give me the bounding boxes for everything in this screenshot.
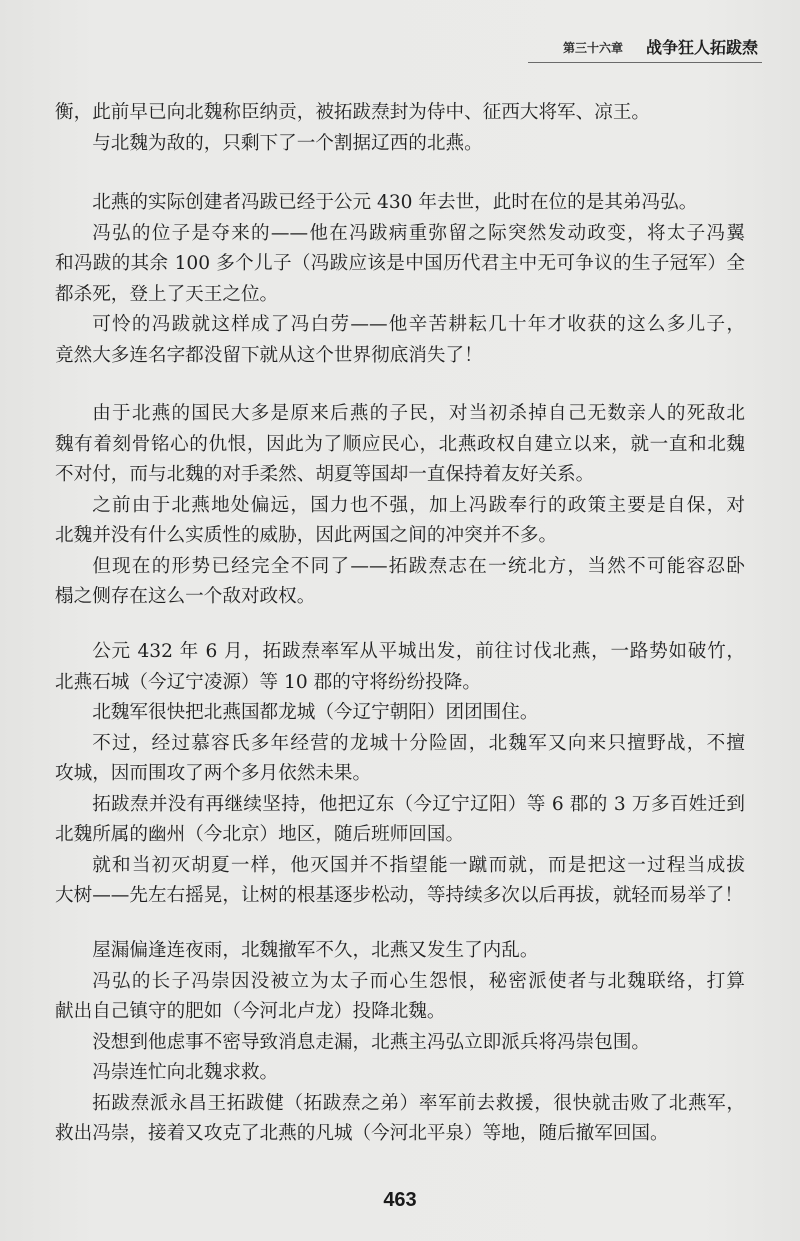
text-line: 榻之侧存在这么一个敌对政权。 [55,586,316,607]
paragraph [55,219,745,311]
page-number: 463 [383,1189,417,1211]
header-rule [528,62,762,63]
text-line: 之前由于北燕地处偏远，国力也不强，加上冯跋奉行的政策主要是自保，对 [92,494,745,516]
text-line: 就和当初灭胡夏一样，他灭国并不指望能一蹴而就，而是把这一过程当成拔 [92,854,745,876]
text-line: 北燕的实际创建者冯跋已经于公元 430 年去世，此时在位的是其弟冯弘。 [92,192,698,213]
paragraph [55,188,745,219]
section [55,399,745,613]
text-line: 与北魏为敌的，只剩下了一个割据辽西的北燕。 [92,132,483,154]
paragraph [55,1028,745,1059]
text-line: 献出自己镇守的肥如（今河北卢龙）投降北魏。 [55,1001,446,1022]
text-line: 公元 432 年 6 月，拓跋焘率军从平城出发，前往讨伐北燕，一路势如破竹， [92,641,745,662]
text-line: 冯弘的长子冯崇因没被立为太子而心生怨恨，秘密派使者与北魏联络，打算 [92,970,745,992]
text-line: 大树——先左右摇晃，让树的根基逐步松动，等持续多次以后再拔，就轻而易举了！ [55,885,743,906]
paragraph [55,552,745,613]
running-header [0,0,800,70]
text-line: 衡，此前早已向北魏称臣纳贡，被拓跋焘封为侍中、征西大将军、凉王。 [55,102,651,123]
text-line: 没想到他虑事不密导致消息走漏，北燕主冯弘立即派兵将冯崇包围。 [92,1031,651,1053]
paragraph [55,1089,745,1150]
section [55,98,745,159]
text-line: 北魏并没有什么实质性的威胁，因此两国之间的冲突并不多。 [55,525,558,546]
paragraph [55,491,745,552]
text-line: 不过，经过慕容氏多年经营的龙城十分险固，北魏军又向来只擅野战，不擅 [92,732,745,754]
paragraph [55,729,745,790]
paragraph [55,790,745,851]
text-line: 拓跋焘并没有再继续坚持，他把辽东（今辽宁辽阳）等 6 郡的 3 万多百姓迁到 [92,793,745,815]
text-line: 冯崇连忙向北魏求救。 [92,1062,279,1083]
text-line: 北魏军很快把北燕国都龙城（今辽宁朝阳）团团围住。 [92,702,539,723]
text-line: 攻城，因而围攻了两个多月依然未果。 [55,763,372,784]
text-line: 拓跋焘派永昌王拓跋健（拓跋焘之弟）率军前去救援，很快就击败了北燕军， [92,1092,745,1114]
text-line: 可怜的冯跋就这样成了冯白劳——他辛苦耕耘几十年才收获的这么多儿子， [92,314,745,335]
chapter-title: 战争狂人拓跋焘 [646,38,759,57]
text-line: 北魏所属的幽州（今北京）地区，随后班师回国。 [55,824,465,845]
paragraph [55,967,745,1028]
paragraph [55,698,745,729]
paragraph [55,637,745,698]
text-line: 和冯跋的其余 100 多个儿子（冯跋应该是中国历代君主中无可争议的生子冠军）全 [55,253,745,274]
paragraph [55,936,745,967]
text-line: 屋漏偏逢连夜雨，北魏撤军不久，北燕又发生了内乱。 [92,940,539,961]
text-line: 由于北燕的国民大多是原来后燕的子民，对当初杀掉自己无数亲人的死敌北 [92,403,745,424]
text-line: 但现在的形势已经完全不同了——拓跋焘志在一统北方，当然不可能容忍卧 [92,555,745,577]
paragraph [55,1058,745,1089]
text-line: 不对付，而与北魏的对手柔然、胡夏等国却一直保持着友好关系。 [55,464,595,485]
text-line: 救出冯崇，接着又攻克了北燕的凡城（今河北平泉）等地，随后撤军回国。 [55,1123,669,1144]
paragraph [55,851,745,912]
section [55,637,745,912]
text-line: 魏有着刻骨铭心的仇恨，因此为了顺应民心，北燕政权自建立以来，就一直和北魏 [55,433,745,455]
chapter-number: 第三十六章 [563,41,624,55]
section [55,936,745,1150]
body-text [55,98,745,1150]
paragraph [55,129,745,160]
text-line: 都杀死，登上了天王之位。 [55,283,279,305]
text-line: 北燕石城（今辽宁凌源）等 10 郡的守将纷纷投降。 [55,671,481,693]
paragraph [55,310,745,371]
paragraph [55,98,745,129]
text-line: 冯弘的位子是夺来的——他在冯跋病重弥留之际突然发动政变，将太子冯翼 [92,222,745,244]
paragraph [55,399,745,491]
section [55,188,745,371]
text-line: 竟然大多连名字都没留下就从这个世界彻底消失了！ [55,344,483,366]
